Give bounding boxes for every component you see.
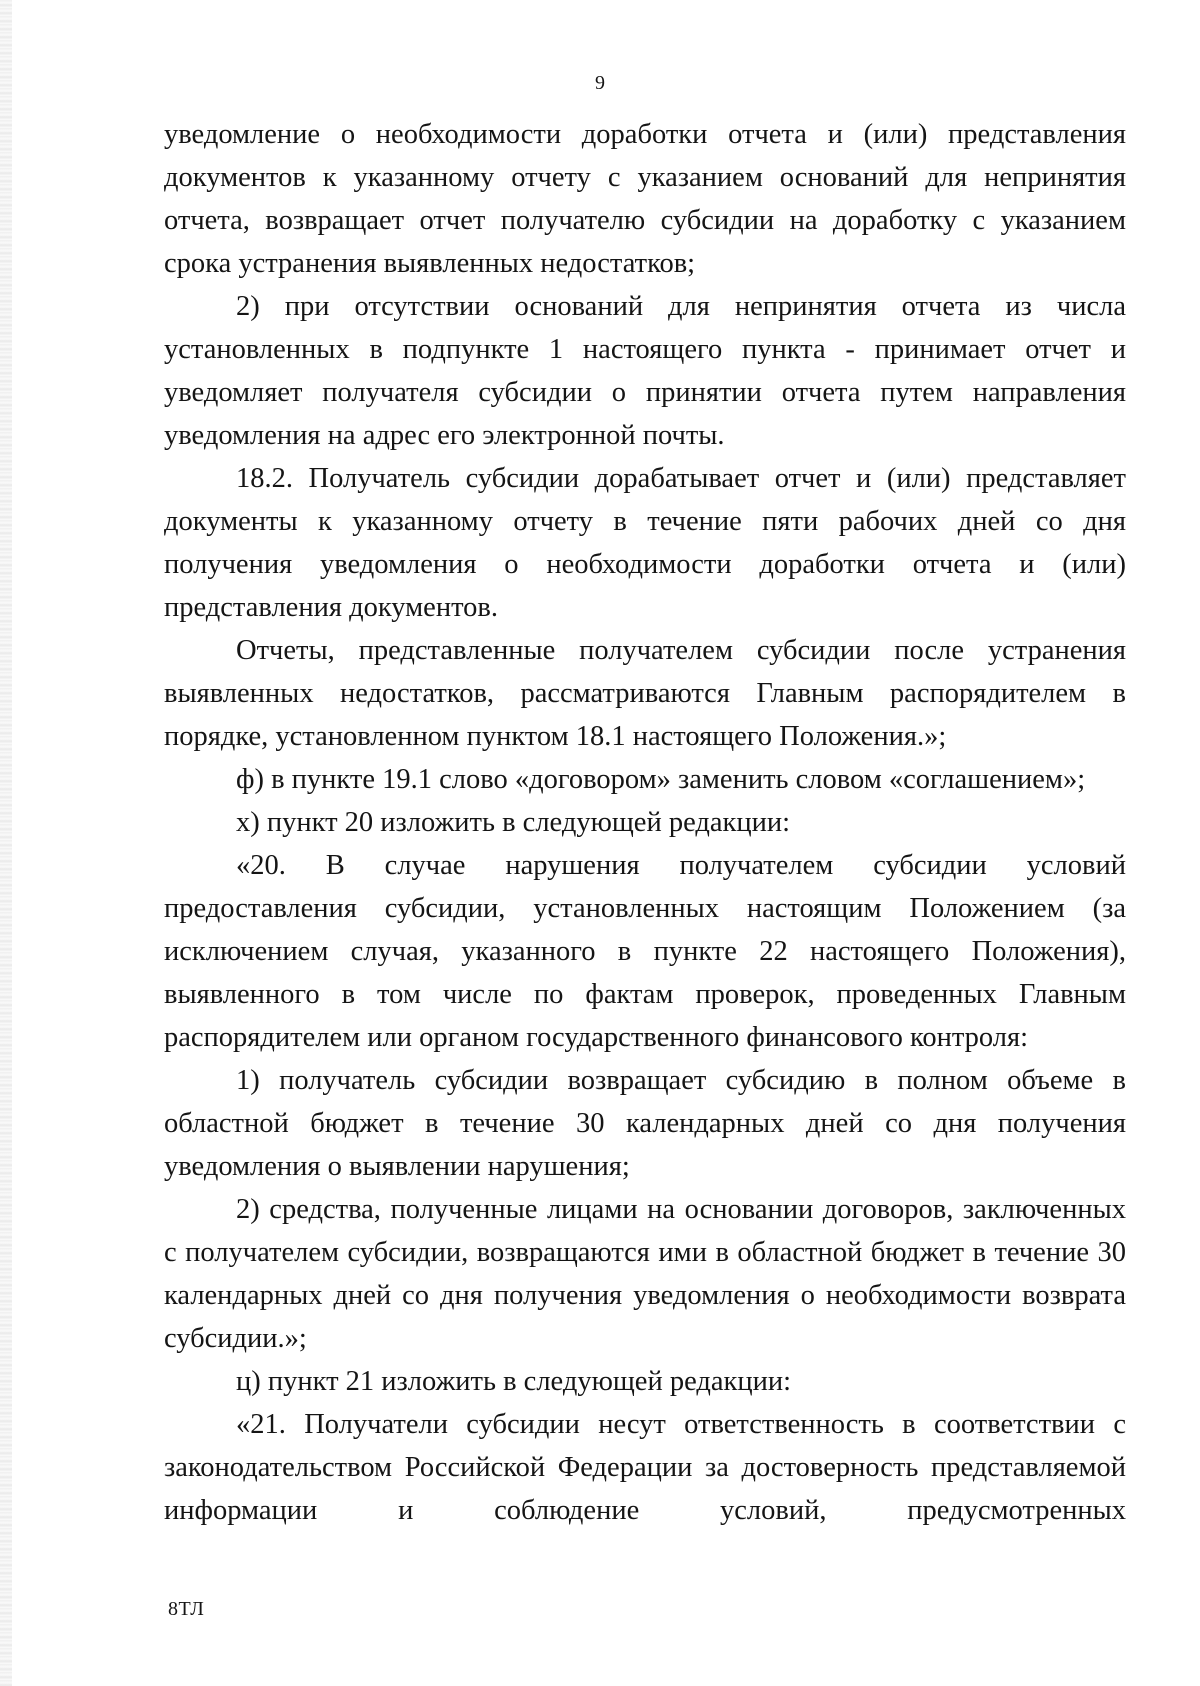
- page-number: 9: [595, 72, 605, 94]
- paragraph-18-2: 18.2. Получатель субсидии дорабатывает отчет и (или) представляет документы к указанному отчету в течение пяти рабочих дней со дня получения уведомления о необходимости доработки отчета и (или) представления документов.: [164, 463, 1126, 623]
- paragraph-20-subitem-1: 1) получатель субсидии возвращает субсидию в полном объеме в областной бюджет в течение 30 календарных дней со дня получения уведомления о выявлении нарушения;: [164, 1065, 1126, 1182]
- footer-code: 8ТЛ: [168, 1598, 205, 1620]
- paragraph-item-h: х) пункт 20 изложить в следующей редакции:: [236, 807, 791, 838]
- paragraph-continuation: уведомление о необходимости доработки отчета и (или) представления документов к указанному отчету с указанием оснований для непринятия отчета, возвращает отчет получателю субсидии на доработку с указанием срока устранения выявленных недостатков;: [164, 119, 1126, 279]
- paragraph-reports: Отчеты, представленные получателем субсидии после устранения выявленных недостатков, рассматриваются Главным распорядителем в порядке, установленном пунктом 18.1 настоящего Положения.»;: [164, 635, 1126, 752]
- paragraph-21: «21. Получатели субсидии несут ответственность в соответствии с законодательством Российской Федерации за достоверность представляемой информации и соблюдение условий, предусмотренных: [164, 1409, 1126, 1526]
- document-body: [164, 113, 1126, 1532]
- paragraph-item-ts: ц) пункт 21 изложить в следующей редакции:: [236, 1366, 792, 1397]
- scan-edge: [0, 0, 12, 1686]
- paragraph-subitem-2: 2) при отсутствии оснований для непринятия отчета из числа установленных в подпункте 1 настоящего пункта - принимает отчет и уведомляет получателя субсидии о принятии отчета путем направления уведомления на адрес его электронной почты.: [164, 291, 1126, 451]
- paragraph-20-subitem-2: 2) средства, полученные лицами на основании договоров, заключенных с получателем субсидии, возвращаются ими в областной бюджет в течение 30 календарных дней со дня получения уведомления о необходимости возврата субсидии.»;: [164, 1194, 1126, 1354]
- paragraph-20: «20. В случае нарушения получателем субсидии условий предоставления субсидии, установленных настоящим Положением (за исключением случая, указанного в пункте 22 настоящего Положения), выявленного в том числе по фактам проверок, проведенных Главным распорядителем или органом государственного финансового контроля:: [164, 850, 1126, 1053]
- paragraph-item-f: ф) в пункте 19.1 слово «договором» заменить словом «соглашением»;: [236, 764, 1086, 795]
